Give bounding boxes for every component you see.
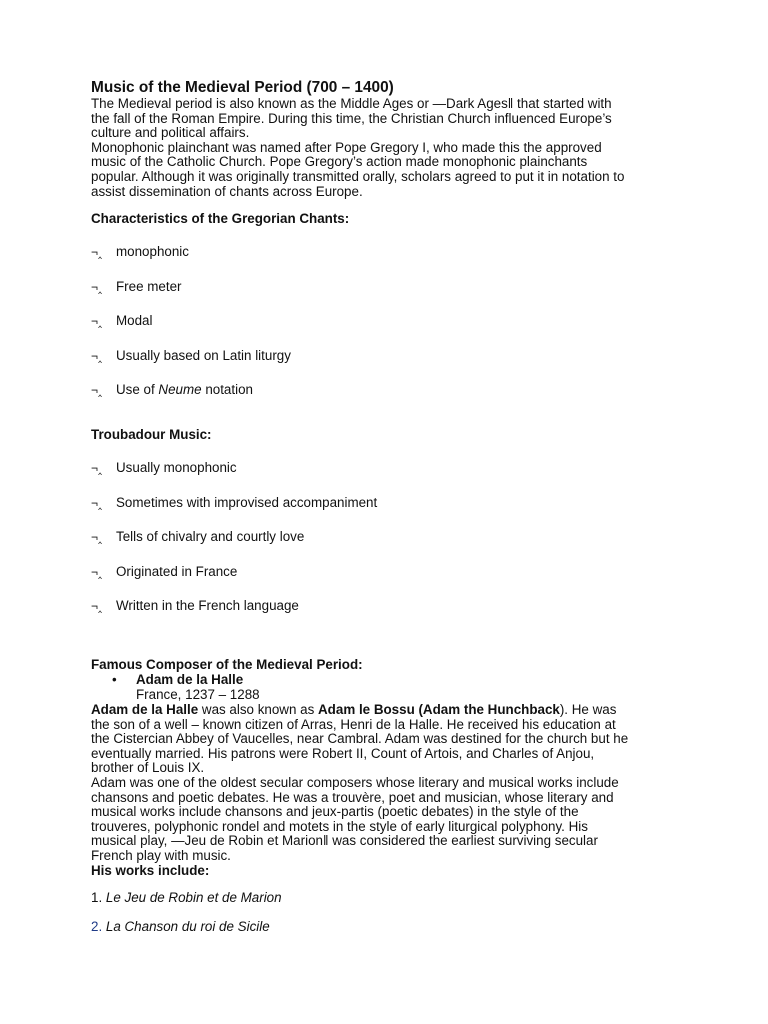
intro-paragraph	[91, 97, 681, 199]
bio-line: brother of Louis IX.	[91, 760, 205, 776]
bio-line: musical play, ―Jeu de Robin et Marion‖ was considered the earliest surviving secular	[91, 833, 598, 849]
list-item	[91, 599, 299, 614]
list-item-text: Sometimes with improvised accompaniment	[116, 495, 378, 510]
work-item	[91, 920, 270, 935]
bio-line: musical works include chansons and jeux-partis (poetic debates) in the style of the	[91, 804, 579, 820]
composer-name: Adam de la Halle	[136, 672, 244, 687]
bullet-disc-icon: •	[112, 672, 117, 687]
list-item-text: Usually based on Latin liturgy	[116, 348, 291, 363]
work-item	[91, 891, 282, 906]
work-title: La Chanson du roi de Sicile	[105, 919, 270, 934]
list-item	[91, 461, 237, 476]
bio-name: Adam de la Halle	[91, 702, 199, 717]
bio-line	[91, 703, 681, 718]
composer-heading: Famous Composer of the Medieval Period:	[91, 657, 363, 672]
work-number: 2.	[91, 919, 106, 934]
bullet-icon: ¬‸	[91, 461, 103, 475]
bullet-icon: ¬‸	[91, 349, 103, 363]
list-item-text-suffix: notation	[201, 382, 253, 397]
list-item	[91, 245, 189, 260]
bullet-icon: ¬‸	[91, 496, 103, 510]
list-item	[91, 280, 181, 295]
bio-line: the son of a well – known citizen of Arras, Henri de la Halle. He received his education at	[91, 716, 616, 732]
bio-line: eventually married. His patrons were Robert II, Count of Artois, and Charles of Anjou,	[91, 745, 595, 761]
list-item-text: Modal	[116, 313, 153, 328]
page-title: Music of the Medieval Period (700 – 1400)	[91, 79, 394, 96]
composer-origin: France, 1237 – 1288	[136, 687, 260, 702]
bio-rest: ). He was	[559, 702, 617, 717]
list-item-text: Originated in France	[116, 564, 238, 579]
bio-line: the Cistercian Abbey of Vaucelles, near Cambral. Adam was destined for the church but he	[91, 731, 629, 747]
intro-line: The Medieval period is also known as the Middle Ages or ―Dark Ages‖ that started with	[91, 96, 612, 111]
bullet-icon: ¬‸	[91, 565, 103, 579]
troubadour-heading: Troubadour Music:	[91, 427, 212, 442]
bio-line: Adam was one of the oldest secular composers whose literary and musical works include	[91, 774, 619, 790]
intro-line: assist dissemination of chants across Europe.	[91, 183, 363, 199]
list-item-text: Free meter	[116, 279, 182, 294]
intro-line: popular. Although it was originally transmitted orally, scholars agreed to put it in notation to	[91, 168, 625, 184]
work-title: Le Jeu de Robin et de Marion	[105, 890, 282, 905]
list-item-text: Tells of chivalry and courtly love	[116, 529, 305, 544]
list-item-text-prefix: Use of	[116, 382, 159, 397]
list-item-text: Usually monophonic	[116, 460, 237, 475]
bio-line: chansons and poetic debates. He was a trouvère, poet and musician, whose literary and	[91, 789, 614, 805]
bullet-icon: ¬‸	[91, 280, 103, 294]
bullet-icon: ¬‸	[91, 599, 103, 613]
bio-line: trouveres, polyphonic rondel and motets in the style of early liturgical polyphony. His	[91, 818, 588, 834]
works-heading: His works include:	[91, 862, 210, 878]
list-item	[91, 383, 253, 398]
list-item-italic: Neume	[158, 382, 202, 397]
list-item-text: Written in the French language	[116, 598, 299, 613]
list-item	[91, 565, 237, 580]
intro-line: culture and political affairs.	[91, 125, 250, 141]
composer-bio	[91, 703, 681, 878]
intro-line: Monophonic plainchant was named after Pope Gregory I, who made this the approved	[91, 139, 602, 155]
bullet-icon: ¬‸	[91, 383, 103, 397]
bullet-icon: ¬‸	[91, 314, 103, 328]
bullet-icon: ¬‸	[91, 245, 103, 259]
bio-mid: was also known as	[198, 702, 319, 717]
intro-line: the fall of the Roman Empire. During this time, the Christian Church influenced Europe’s	[91, 110, 612, 126]
bio-alias: Adam le Bossu (Adam the Hunchback	[318, 702, 560, 717]
list-item	[91, 530, 304, 545]
bio-line: French play with music.	[91, 847, 231, 863]
list-item	[91, 349, 291, 364]
gregorian-heading: Characteristics of the Gregorian Chants:	[91, 211, 350, 226]
list-item	[91, 496, 377, 511]
list-item	[91, 314, 152, 329]
bullet-icon: ¬‸	[91, 530, 103, 544]
work-number: 1.	[91, 890, 106, 905]
intro-line: music of the Catholic Church. Pope Gregory’s action made monophonic plainchants	[91, 154, 588, 170]
list-item-text: monophonic	[116, 244, 189, 259]
